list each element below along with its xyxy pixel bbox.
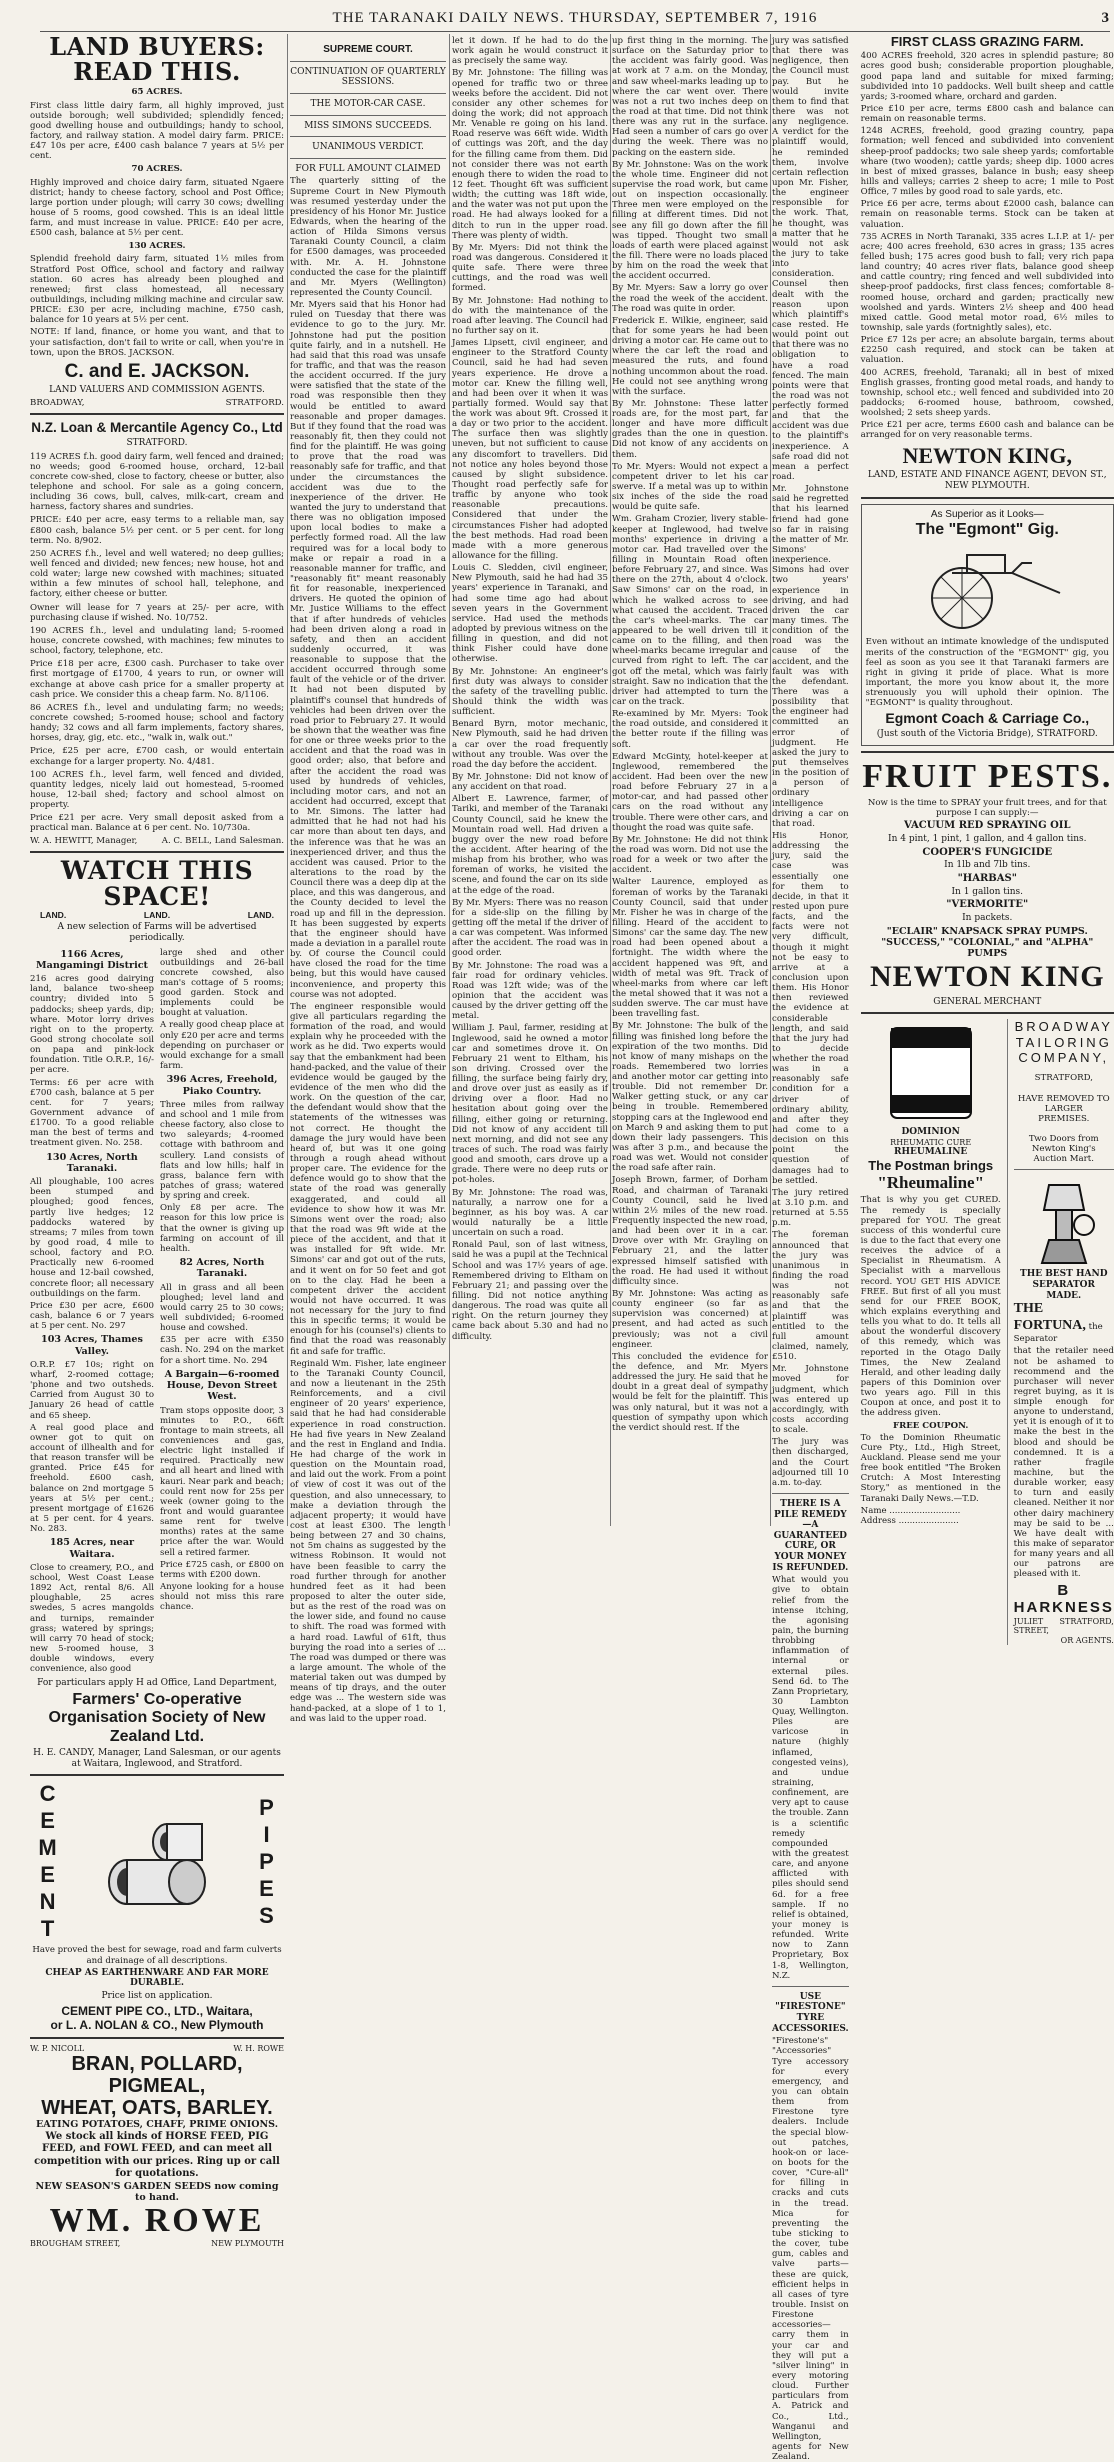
listing-price: Price £21 per acre, terms £600 cash and balance can be arranged for on very reasonable terms. bbox=[860, 420, 1114, 441]
article-paragraph: By Mr. Johnstone: The bulk of the filling was finished long before the expiration of the two months. Did not know of many mishaps on the roads. Remembered two lorries and another motor car getting into trouble. Did not remember Dr. Walker getting stuck, or any car being in trouble. Remembered stopping cars at the Inglewood end on March 9 and asking them to put down their lady passengers. This was after 3 p.m., and because the road was wet. Would not consider the road safe after rain. bbox=[612, 1021, 768, 1174]
court-subheading: UNANIMOUS VERDICT. bbox=[312, 142, 424, 153]
divider bbox=[1014, 1169, 1114, 1170]
divider bbox=[30, 1774, 284, 1776]
listing-body: Three miles from railway and school and 1 mile from cheese factory, also close to two saleyards; 4-roomed cottage with bathroom and scullery. Land consists of flats and low hills; half in grass, balance fern with patches of grass; watered by spring and creek. bbox=[160, 1099, 284, 1202]
rheumaline-body: That is why you get CURED. The remedy is specially prepared for YOU. The great success of this wonderful cure is due to the fact that every one receives the advice of a Specialist in Rheumatism. A Specialist with a marvellous record. YOU GET HIS ADVICE FREE. But first of all you must send for our FREE BOOK, which explains everything and tells you what to do. It tells all about the wonderful discovery of this remedy, which was reported in the Otago Daily Times, the New Zealand Herald, and other leading daily papers of this Dominion over two years ago. Fill in this Coupon at once, and post it to the address given. bbox=[860, 1195, 1001, 1419]
article-paragraph: The foreman announced that the jury was unanimous in finding the road was not reasonably safe and that the plaintiff was entitled to the full amount claimed, namely, £510. bbox=[772, 1230, 849, 1363]
grazing-title: FIRST CLASS GRAZING FARM. bbox=[890, 34, 1084, 49]
listing-body: 400 ACRES, freehold, Taranaki; all in best of mixed English grasses, fronting good metal roads, and handy to township, school etc.; well fenced and subdivided into 20 paddocks; 6-roomed house, bathroom, cowshed, woolshed; 2 sets sheep yards. bbox=[860, 367, 1114, 419]
listing-body: £35 per acre with £350 cash. No. 294 on the market for a short time. No. 294 bbox=[160, 1335, 284, 1366]
article-paragraph: By Mr. Johnstone: The filling was opened for traffic two or three weeks before the accident. Did not consider any other schemes for doing the work; did not approach Mr. Venable re going on his land. Road reserve was 66ft wide. Width of cuttings was 20ft, and the day for the filling came from them. Did not consider there was not earth enough there to widen the road to 12 feet. Thought 6ft was sufficient width; the cutting was 18ft wide, and the water was not put upon the road. He had always looked for a ditch to run in the upper road. There was plenty of width. bbox=[452, 68, 608, 241]
listing-body: 100 ACRES f.h., level farm, well fenced and divided, quantity ledges, nicely laid out homestead, 5-roomed house, 12-bail shed; factory and school almost on property. bbox=[30, 769, 284, 811]
separator-body: that the retailer need not be ashamed to recommend and the purchaser will never regret buying, as it is simple enough for anyone to understand, yet it is enough of it to make the best in the blood and should be condemned. It is a rather fragile machine, but the durable worker, easy to turn and easily cleaned. Neither it nor other dairy machinery may be said to be ... We have dealt with this make of separator for many years and all our patrons are pleased with it. bbox=[1013, 1346, 1114, 1580]
cement-body: Have proved the best for sewage, road and farm culverts and drainage of all descriptions. bbox=[32, 1945, 282, 1966]
product-size: In 4 pint, 1 pint, 1 gallon, and 4 gallon tins. bbox=[888, 833, 1087, 844]
divider bbox=[30, 2037, 284, 2039]
coupon-name-field[interactable]: Name .......................... bbox=[860, 1505, 961, 1516]
land-buyers-headline: LAND BUYERS: READ THIS. bbox=[49, 32, 265, 87]
listing-body: A really good cheap place at only £20 per acre and terms depending on purchaser or would exchange for a small farm. bbox=[160, 1020, 284, 1072]
listing-body: O.R.P. £7 10s; right on wharf, 2-roomed cottage; 'phone and two outsheds. Carried from August 30 to January 26 head of cattle and 65 sheep. bbox=[30, 1359, 154, 1421]
masthead-title: THE TARANAKI DAILY NEWS. THURSDAY, SEPTEMBER 7, 1916 bbox=[332, 10, 818, 26]
newton-king-name: NEWTON KING, bbox=[902, 442, 1073, 468]
article-paragraph: By Mr. Johnstone: Had nothing to do with the maintenance of the road after leaving. The Council had no further say on it. bbox=[452, 295, 608, 336]
listing-price: Price £7 12s per acre; an absolute bargain, terms about £2250 cash required, and stock can be taken at valuation. bbox=[860, 335, 1114, 366]
news-column-court bbox=[290, 34, 446, 1724]
article-paragraph: Re-examined by Mr. Myers: Took the road outside, and considered it the better route if the filling was soft. bbox=[612, 709, 768, 750]
land-word: LAND. bbox=[143, 910, 171, 921]
news-column-evidence bbox=[452, 34, 608, 1530]
rowe-left-name: W. P. NICOLL bbox=[30, 2043, 85, 2053]
listing-body: 86 ACRES f.h., level and undulating farm; no weeds; concrete cowshed; 5-roomed house; school and factory handy; 32 cows and all farm implements, factory shares, horses, dray, gig, etc. etc., "walk in, walk out." bbox=[30, 702, 284, 744]
listing-title: A Bargain—6-roomed House, Devon Street West. bbox=[164, 1368, 280, 1403]
harkness-address-tail: OR AGENTS. bbox=[1060, 1635, 1114, 1645]
article-paragraph: Benard Byrn, motor mechanic, New Plymouth, said he had driven a car over the road frequently without any trouble. Was over the road the day before the accident. bbox=[452, 719, 608, 770]
tin-label: RHEUMATIC CURE bbox=[890, 1138, 972, 1147]
listing-body: large shed and other outbuildings and 26-bail concrete cowshed, also man's cottage of 5 rooms; good garden. Stock and implements could be bought at valuation. bbox=[160, 947, 284, 1019]
bottom-adverts bbox=[861, 1019, 1114, 1645]
address-left: BROADWAY, bbox=[30, 397, 85, 408]
page-number: 3 bbox=[1101, 10, 1110, 26]
listing-price: Price £18 per acre, £300 cash. Purchaser to take over first mortgage of £1700, 4 years to run, or owner will exchange at above cash price for a smaller property at cash price. We consider this a cheap farm. No. 8/1106. bbox=[30, 659, 284, 700]
egmont-gig-advert bbox=[861, 504, 1114, 747]
farmers-coop-agents: H. E. CANDY, Manager, Land Salesman, or our agents at Waitara, Inglewood, and Stratford. bbox=[33, 1748, 281, 1769]
land-word: LAND. bbox=[247, 910, 274, 921]
article-paragraph: Mr. Johnstone moved for judgment, which was entered up accordingly, with costs according to scale. bbox=[772, 1364, 849, 1436]
cement-cheap: CHEAP AS EARTHENWARE AND FAR MORE DURABLE. bbox=[45, 1967, 269, 1989]
divider bbox=[290, 136, 446, 137]
watch-space-advert bbox=[30, 855, 284, 1770]
listing-body: A real good place and owner got to quit on account of illhealth and for that reason transfer will be granted. Price £45 for freehold. £600 cash, balance on 2nd mortgage 5 years at 5½ per cent.; present mortgage of £1626 at 5 per cent. for 4 years. No. 283. bbox=[30, 1422, 154, 1535]
listing-body: All in grass and all been ploughed; level land and would carry 25 to 30 cows; well subdivided; 6-roomed house and cowshed. bbox=[160, 1282, 284, 1334]
article-paragraph: William J. Paul, farmer, residing at Inglewood, said he owned a motor car and sometimes drove it. On February 21 went to Eltham, his son driving. Crossed over the filling, the surface being fairly dry, and drove over just as easily as if driving over a floor. Had no hesitation about going over the filling, either going or returning. Did not know of any accident till next morning, and did not see any traces of such. The road was fairly good and smooth, cars drove up a grade. There were no deep ruts or pot-holes. bbox=[452, 1023, 608, 1186]
fruit-pests-advert bbox=[861, 758, 1114, 1007]
watch-intro: A new selection of Farms will be advertised periodically. bbox=[57, 922, 257, 943]
tyre-heading: USE "FIRESTONE" TYRE ACCESSORIES. bbox=[772, 1991, 849, 2034]
gig-firm: Egmont Coach & Carriage Co., bbox=[885, 710, 1090, 727]
listing-title: 103 Acres, Thames Valley. bbox=[41, 1334, 143, 1357]
watch-headline: WATCH THIS SPACE! bbox=[60, 855, 254, 911]
article-paragraph: By Mr. Myers: Saw a lorry go over the road the week of the accident. The road was quite in order. bbox=[612, 283, 768, 314]
listing-body: Splendid freehold dairy farm, situated 1½ miles from Stratford Post Office, school and factory and railway station. 60 acres has already been ploughed and renewed; first class homestead, all necessary outbuildings, including milking machine and circular saw. PRICE: £30 per acre, including machine, £750 cash, balance for 10 years at 5½ per cent. bbox=[30, 254, 284, 326]
column-rule bbox=[287, 34, 288, 1526]
article-paragraph: The jury was then discharged, and the Court adjourned till 10 a.m. to-day. bbox=[772, 1437, 849, 1488]
court-title: SUPREME COURT. bbox=[323, 44, 413, 55]
listing-body: First class little dairy farm, all highly improved, just outside borough; well subdivided; splendidly fenced; good dwelling house and outbuildings; handy to school, factory, and railway station. A model dairy farm. PRICE: £47 10s per acre, £400 cash balance 7 years at 5½ per cent. bbox=[30, 100, 284, 162]
divider bbox=[861, 1012, 1114, 1014]
separator-name: THE FORTUNA, bbox=[1013, 1301, 1086, 1333]
rowe-products-2: WHEAT, OATS, BARLEY. bbox=[41, 2097, 273, 2120]
address-label: Address bbox=[860, 1515, 896, 1526]
court-subheading: MISS SIMONS SUCCEEDS. bbox=[304, 120, 432, 131]
watch-footer: For particulars apply H ad Office, Land Department, bbox=[37, 1678, 277, 1689]
listing-price: Owner will lease for 7 years at 25/- per acre, with purchasing clause if wished. No. 10/752. bbox=[30, 602, 284, 623]
tailoring-advert bbox=[1014, 1019, 1114, 1164]
harkness-name: B HARKNESS bbox=[1013, 1581, 1114, 1617]
divider bbox=[861, 497, 1114, 499]
article-paragraph: By Mr. Johnstone: Was on the work the whole time. Engineer did not supervise the road work, but came out on inspection occasionally. Three men were employed on the filling at different times. Did not see any fill go down after the fill was tipped. Thought two small loads of earth were placed against the fill. There were no loads placed by him on the road the week that the accident occurred. bbox=[612, 159, 768, 282]
listing-title: 82 Acres, North Taranaki. bbox=[179, 1256, 265, 1280]
divider bbox=[861, 751, 1114, 753]
product-name: "SUCCESS," "COLONIAL," and "ALPHA" PUMPS bbox=[881, 936, 1094, 960]
rowe-address-right: NEW PLYMOUTH bbox=[211, 2238, 284, 2248]
article-paragraph: By Mr. Johnstone: The road was, naturally, a narrow one for a beginner, as his boy was. A car would naturally be a little uncertain on such a road. bbox=[452, 1187, 608, 1239]
article-paragraph: The jury retired at 3.10 p.m. and returned at 5.55 p.m. bbox=[772, 1187, 849, 1229]
listing-price: Price £21 per acre. Very small deposit asked from a practical man. Balance at 6 per cent. No. 10/730a. bbox=[30, 813, 284, 834]
listing-title: 65 ACRES. bbox=[131, 87, 183, 98]
advert-stack bbox=[860, 34, 1114, 1645]
divider bbox=[30, 413, 284, 415]
rheumaline-tin-illustration bbox=[876, 1023, 986, 1123]
tailoring-line: BROADWAY bbox=[1014, 1019, 1113, 1035]
newton-king-subtitle: LAND, ESTATE AND FINANCE AGENT, DEVON ST., NEW PLYMOUTH. bbox=[867, 470, 1107, 492]
separator-heading: THE BEST HAND SEPARATOR MADE. bbox=[1020, 1269, 1108, 1301]
rowe-products-3: EATING POTATOES, CHAFF, PRIME ONIONS. bbox=[35, 2119, 279, 2131]
listing-body: Only £8 per acre. The reason for this low price is that the owner is giving up farming on account of ill health. bbox=[160, 1203, 284, 1254]
listing-body: Close to creamery, P.O., and school, West Coast Lease 1892 Act, rental 8/6. All ploughable, 25 acres swedes, 5 acres mangolds and turnips, remainder grass; watered by springs; will carry 70 head of stock; new 5-roomed house, 3 double windows, every convenience, also good bbox=[30, 1562, 154, 1675]
grazing-farm-advert bbox=[861, 34, 1114, 492]
advert-column-right bbox=[772, 34, 1114, 2462]
listing-price: Price £10 per acre, terms £800 cash and balance can remain on reasonable terms. bbox=[860, 104, 1114, 125]
listing-body: Tram stops opposite door, 3 minutes to P.O., 66ft frontage to main streets, all conveniences and gas, electric light installed if required. Practically new and all heart and lined with kauri. Near park and beach; could rent now for 25s per week (owner going to the front and would guarantee same rent for twelve months) rates at the same price after the war. Would sell a retired farmer. bbox=[160, 1405, 284, 1558]
divider bbox=[290, 158, 446, 159]
rheumaline-heading: The Postman brings bbox=[868, 1158, 994, 1174]
news-column-evidence-2 bbox=[612, 34, 768, 1530]
nz-loan-location: STRATFORD. bbox=[126, 437, 188, 448]
salesman-name: A. C. BELL, Land Salesman. bbox=[161, 835, 284, 846]
coupon-heading: FREE COUPON. bbox=[892, 1420, 969, 1431]
listing-price: Price, £25 per acre, £700 cash, or would entertain exchange for a larger property. No. 4/481. bbox=[30, 746, 284, 767]
article-paragraph: James Lipsett, civil engineer, and engineer to the Stratford County Council, said he had had seven years experience. He drove a motor car. Knew the filling well, and had been over it when it was partially formed. Would say that the work was about 9ft. Crossed it a day or two prior to the accident. The surface then was slightly uneven, but not sufficient to cause any discomfort to travellers. Did not notice any holes beyond those caused by slight subsidence. Thought road perfectly safe for traffic by anyone who took reasonable precautions. Considered that under the circumstances Fisher had adopted the best methods. Had road been made with a more generous allowance for the filling. bbox=[452, 338, 608, 562]
court-subheading: THE MOTOR-CAR CASE. bbox=[310, 99, 426, 110]
tailoring-line: COMPANY, bbox=[1018, 1050, 1110, 1066]
listing-body: Price £725 cash, or £800 on terms with £200 down. bbox=[160, 1559, 284, 1580]
coupon-body: To the Dominion Rheumatic Cure Pty., Ltd., High Street, Auckland. Please send me your free book entitled "The Broken Crutch: A Most Interesting Story," as mentioned in the Taranaki Daily News.—T.D. bbox=[860, 1432, 1001, 1504]
listing-body: 216 acres good dairying land, balance two-sheep country; divided into 5 paddocks; sheep yards, dip; whare. Motor lorry drives right on to the property. Good strong chocolate soil on papa and pink-lock foundation. Title O.R.P., 16/- per acre. bbox=[30, 974, 154, 1076]
news-continuation bbox=[772, 34, 849, 2462]
pile-remedy-body: What would you give to obtain relief from the intense itching, the agonising pain, the burning throbbing inflammation of internal or external piles. Send 6d. to The Zann Proprietary, 30 Lambton Quay, Wellington. Piles are varicose in nature (highly inflamed, congested veins), and undue straining, confinement, are very apt to cause the trouble. Zann is a scientific remedy compounded with the greatest care, and anyone afflicted with piles should send 6d. for a free sample. If no relief is obtained, your money is refunded. Write now to Zann Proprietary, Box 1-8, Wellington, N.Z. bbox=[772, 1575, 849, 1981]
land-word: LAND. bbox=[40, 910, 67, 921]
name-label: Name bbox=[860, 1505, 887, 1516]
gig-title: The "Egmont" Gig. bbox=[915, 520, 1059, 538]
listing-price: Price £6 per acre, terms about £2000 cash, balance can remain on reasonable terms. Stock can be taken at valuation. bbox=[860, 199, 1114, 230]
article-paragraph: Mr. Johnstone said he regretted that his learned friend had gone so far in raising the matter of Mr. Simons' inexperience. Simons had over two years' experience in driving, and had driven the car many times. The condition of the road was the cause of the accident, and the fault was with the defendant. There was a possibility that the engineer had committed an error of judgment. He asked the jury to put themselves in the position of a person of ordinary intelligence driving a car on that road. bbox=[772, 484, 849, 829]
pipes-illustration bbox=[97, 1812, 217, 1912]
listing-body: 250 ACRES f.h., level and well watered; no deep gullies; well fenced and divided; new fences; new house, hot and cold water; large new cowshed with machines; situated within a few minutes of school hall, telephone, and factory, either cheese or butter. bbox=[30, 548, 284, 600]
article-paragraph: Reginald Wm. Fisher, late engineer to the Taranaki County Council, and now a lieutenant in the 25th Reinforcements, and a civil engineer of 20 years' experience, said that he had had considerable experience in road construction. He had five years in New Zealand and the rest in England and India. He had charge of the work in question on the Mountain road, and laid out the work. From a point of view of cost it was out of the question, and also unnecessary, to make a deviation through the adjacent property; it would have cost at least £300. The length being between 27 and 30 chains, not 5m chains as suggested by the witness Robinson. It would not have been feasible to carry the road further through for another hundred feet as it had been proposed to alter the outer side, but as the rest of the road was on the lower side, and found no cause to shift. The road was formed with a hard road. Lawful of 61ft, thus burying the road into a series of ... The road was dumped or there was a large amount. The whole of the material taken out was dumped by means of tip drays, and the outer edge was ... The western side was hand-packed, at a slope of 1 to 1, and was laid to the upper road. bbox=[290, 1358, 446, 1724]
product-name: VACUUM RED SPRAYING OIL bbox=[904, 820, 1071, 832]
listing-title: 185 Acres, near Waitara. bbox=[49, 1537, 135, 1560]
cement-agent: or L. A. NOLAN & CO., New Plymouth bbox=[50, 2017, 264, 2032]
listing-body: Highly improved and choice dairy farm, situated Ngaere district; handy to cheese factory, school and Post Office; large portion under plough; will carry 30 cows; dwelling house of 5 rooms, good cowshed. This is an ideal little farm, and must increase in value. PRICE: £40 per acre, £500 cash, balance at 5½ per cent. bbox=[30, 177, 284, 239]
column-rule bbox=[1007, 1019, 1008, 1645]
article-paragraph: Ronald Paul, son of last witness, said he was a pupil at the Technical School and was 17½ years of age. Remembered driving to Eltham on February 21; and passing over the filling. Did not notice anything dangerous. The road was quite all right. On the return journey they came back about 5.30 and had no difficulty. bbox=[452, 1240, 608, 1342]
product-size: In 1 gallon tins. bbox=[951, 886, 1024, 897]
nz-loan-title: N.Z. Loan & Mercantile Agency Co., Ltd bbox=[31, 420, 283, 436]
cement-price: Price list on application. bbox=[101, 1990, 213, 2001]
article-paragraph: Wm. Graham Crozier, livery stable-keeper at Inglewood, had twelve months' experience in driving a motor car. Had travelled over the filling in Mountain Road often before February 27, and since. Was there on the 27th, about 4 o'clock. Saw Simons' car on the road, in which he walked across to see what caused the accident. Traced the car's wheel-marks. The car appeared to be well driven till it came on to the filling, and then wheel-marks became irregular and curved from right to left. The car got off the metal, which was fairly straight. Saw no indication that the driver had attempted to turn the car on the track. bbox=[612, 514, 768, 707]
article-paragraph: The engineer responsible would give all particulars regarding the formation of the road, and would explain why he proceeded with the work as he did. Two experts would say that the embankment had been hand-packed, and the value of their evidence would be gauged by the evidence of the men who did the work. On the question of the car, the defendant would show that the statements of the witnesses was not correct. He thought the damage the jury would have been heard of, but was it one going through a rough ahead without proper care. The evidence for the defence would go to show that the state of the road was generally exaggerated, and could all evidence to show how it was Mr. Simons went over the road; also that the road was 9ft wide at the piece of the accident, and that it was installed for 9ft wide. Mr. Simons' car and got out of the ruts, and it went on for 50 feet and got on to the clay. Had he been a competent driver the accident would not have occurred. It was not necessary for the jury to find this in specific terms; it would be enough for his (counsel's) clients to find that the road was reasonably fit and safe for traffic. bbox=[290, 1001, 446, 1357]
pile-remedy-heading: THERE IS A PILE REMEDY—A GUARANTEED CURE, OR YOUR MONEY IS REFUNDED. bbox=[772, 1498, 849, 1573]
separator-illustration bbox=[1024, 1175, 1104, 1265]
product-name: "HARBAS" bbox=[957, 872, 1017, 884]
divider bbox=[290, 61, 446, 62]
divider bbox=[30, 851, 284, 853]
rowe-products-1: BRAN, POLLARD, PIGMEAL, bbox=[71, 2053, 243, 2098]
product-size: In packets. bbox=[962, 913, 1013, 924]
listing-note: NOTE: If land, finance, or home you want, and that to your satisfaction, don't fail to write or call, when you're in town, upon the BROS. JACKSON. bbox=[30, 327, 284, 358]
listing-body: All ploughable, 100 acres been stumped and ploughed; good fences, partly live hedges; 12 paddocks watered by streams; 7 miles from town by good road, 4 mile to school, factory and P.O. Practically new 6-roomed house and 12-bail cowshed, concrete floor; all necessary outbuildings on the farm. bbox=[30, 1177, 154, 1299]
product-name: "ECLAIR" KNAPSACK SPRAY PUMPS. bbox=[886, 925, 1088, 937]
listing-body: 119 ACRES f.h. good dairy farm, well fenced and drained; no weeds; good 6-roomed house, orchard, 12-bail concrete cow-shed, close to factory, cheese or butter, also telephone and school. For sale as a going concern, including 36 cows, bull, calves, milk-cart, cream and harness, factory shares and sundries. bbox=[30, 451, 284, 513]
separator-name-tail: the Separator bbox=[1013, 1321, 1103, 1345]
article-paragraph: To Mr. Myers: Would not expect a competent driver to let his car swerve. If a metal was up to within six inches of the side the road would be quite safe. bbox=[612, 461, 768, 513]
rowe-stock-text: We stock all kinds of HORSE FEED, PIG FEED, and FOWL FEED, and can meet all competition with our prices. Ring up or call for quotations. bbox=[34, 2130, 280, 2179]
court-subheading: CONTINUATION OF QUARTERLY SESSIONS. bbox=[290, 66, 446, 88]
listing-title: 130 Acres, North Taranaki. bbox=[46, 1151, 138, 1174]
right-bottom-adverts bbox=[1014, 1019, 1114, 1645]
article-paragraph: Mr. Myers said that his Honor had ruled on Tuesday that there was evidence to go to the jury. Mr. Johnstone had put the position quite fairly, and in a nutshell. He had said that this road was unsafe for traffic, and that was the reason the accident occurred. If the jury were satisfied that the state of the road was responsible then they would be entitled to award reasonable and proper damages. But if they found that the road was reasonably fit, then they could not find for the plaintiff. He was going to prove that the road was reasonably safe for traffic, and that under the circumstances the accident was due to the inexperience of the driver. He wanted the jury to understand that there was no obligation imposed upon local bodies to make a perfectly formed road. All the law required was for a local body to make or repair a road in a reasonable manner for traffic, and "reasonably fit" meant reasonably fit for reasonable, inexperienced drivers. He quoted the opinion of Mr. Justice Williams to the effect that if after hundreds of vehicles had been driven along a road in safety, and then an accident suddenly occurred, it was reasonable to suppose that the accident occurred through some fault of the vehicle or of the driver. It had not been disputed by plaintiff's counsel that hundreds of vehicles had been driven over the road prior to February 27. It would be shown that the weather was fine for one or three weeks prior to the accident and that the road was in good order; also, that before and after the accident the road was used by hundreds of vehicles, including motor cars, and not an accident had occurred, except that to Mr. Simons. The latter had admitted that he had not had his car more than about ten days, and the inference was that he was an inexperienced driver, and thus the accident was caused. Prior to the alterations to the road by the Council there was a deep dip at the place, and this was dangerous, and the County decided to level the road up and fill in the depression. It has been suggested by experts that the engineer should have made a deviation in a parallel route by. Of course the Council could have closed the road for the time being, but this would have caused inconvenience, and property this course was not adopted. bbox=[290, 300, 446, 1000]
listing-title: 1166 Acres, Mangamingi District bbox=[36, 948, 148, 971]
listing-body: 735 ACRES in North Taranaki, 335 acres L.I.P. at 1/- per acre; 400 acres freehold, 630 acres in grass; 135 acres felled bush; 175 acres good bush to fall; very rich papa land country; 40 acres river flats, balance good sheep and cattle country; ring fenced and well subdivided into sheep-proof paddocks, first class fences; comfortable 8-roomed house, orchard and garden; practically new woolshed and yards. Winters 2½ sheep and 400 head mixed cattle. Good metal motor road, 6½ miles to township, sale yards (fortnightly sales), etc. bbox=[860, 231, 1114, 333]
listing-title: 70 ACRES. bbox=[131, 164, 183, 175]
listing-title: 396 Acres, Freehold, Piako Country. bbox=[166, 1074, 278, 1097]
article-paragraph: Walter Laurence, employed as foreman of works by the Taranaki County Council, said that under Mr. Fisher he was in charge of the filling. Heard of the accident to Simons' car the same day. The new road had been opened about a fortnight. The width where the accident happened was 9ft, and width of metal was 9ft. Track of wheel-marks from where car left the metal showed that it was not a sudden swerve. The car must have been travelling fast. bbox=[612, 877, 768, 1020]
cement-pipes-advert bbox=[30, 1781, 284, 1943]
article-paragraph: By Mr. Johnstone: Did not know of any accident on that road. bbox=[452, 771, 608, 793]
newton-king-name: NEWTON KING bbox=[869, 960, 1105, 994]
article-paragraph: jury was satisfied that there was negligence, then the Council must pay. But he would invite them to find that there was not any negligence. A verdict for the plaintiff would, he reminded them, involve certain reflection upon Mr. Fisher, the engineer responsible for the work. That, he thought, was a matter that he would not ask the jury to take into consideration. Counsel then dealt with the reason upon which plaintiff's case rested. He would point out that there was no obligation to have a road fenced. The main points were that the road was not perfectly formed and that the accident was due to the plaintiff's inexperience. A safe road did not mean a perfect road. bbox=[772, 36, 849, 483]
product-name: "VERMORITE" bbox=[946, 899, 1029, 911]
article-paragraph: By Mr. Johnstone: He did not think the road was worn. Did not use the road for a week or two after the accident. bbox=[612, 834, 768, 876]
court-subheading: FOR FULL AMOUNT CLAIMED bbox=[295, 163, 441, 174]
article-paragraph: By Mr. Johnstone: The road was a fair road for ordinary vehicles. Road was 12ft wide; was of the opinion that the accident was caused by the driver getting off the metal. bbox=[452, 960, 608, 1022]
tailoring-line: STRATFORD, bbox=[1034, 1073, 1093, 1084]
tailoring-line: HAVE REMOVED TO LARGER bbox=[1017, 1093, 1110, 1114]
harkness-address-left: JULIET STREET, bbox=[1013, 1616, 1049, 1636]
article-paragraph: Joseph Brown, farmer, of Dorham Road, and chairman of Taranaki County Council, said he lived within 2½ miles of the new road. Frequently inspected the new road, and had been over it in a car. Drove over with Mr. Grayling on February 21, and the latter expressed himself satisfied with the road. He had used it without difficulty since. bbox=[612, 1175, 768, 1287]
newton-king-subtitle: GENERAL MERCHANT bbox=[933, 996, 1042, 1007]
article-paragraph: By Mr. Johnstone: Was acting as county engineer (so far as supervision was concerned) at present, and had acted as such previously; was not a civil engineer. bbox=[612, 1289, 768, 1350]
article-paragraph: Frederick E. Wilkie, engineer, said that for some years he had been driving a motor car. He came out to where the car left the road and measured the ruts, and found nothing uncommon about the road. He could not see anything wrong with the surface. bbox=[612, 315, 768, 397]
tyre-body: "Firestone's" "Accessories" Tyre accessory for every emergency, and you can obtain them from Firestone tyre dealers. Include the special blow-out patches, hook-on or lace-on boots for the cover, "Cure-all" for filling in cracks and cuts in the tread. Mica for preventing the tube sticking to the cover, tube gum, cables and valve parts—these are quick, efficient helps in all cases of tyre trouble. Insist on Firestone accessories—carry them in your car and they will put a "silver lining" in every motoring cloud. Further particulars from A. Patrick and Co., Ltd., Wanganui and Wellington, agents for New Zealand. bbox=[772, 2036, 849, 2462]
masthead bbox=[40, 6, 1110, 32]
article-paragraph: By Mr. Myers: Did not think the road was dangerous. Considered it quite safe. There were three cuttings, and the road was well formed. bbox=[452, 242, 608, 294]
listing-body: Terms: £6 per acre with £700 cash, balance at 5 per cent. for 7 years; Government advance of £1700. To a good reliable man the best of terms and treatment given. No. 258. bbox=[30, 1077, 154, 1149]
cement-company: CEMENT PIPE CO., LTD., Waitara, bbox=[61, 2003, 253, 2018]
column-rule bbox=[449, 34, 450, 1526]
advert-column-left bbox=[30, 32, 284, 2248]
product-size: In 1lb and 7lb tins. bbox=[944, 860, 1031, 871]
harkness-address-right: STRATFORD, bbox=[1059, 1616, 1114, 1626]
rowe-seeds-text: NEW SEASON'S GARDEN SEEDS now coming to hand. bbox=[35, 2180, 279, 2203]
tailoring-line: Two Doors from Newton King's bbox=[1028, 1133, 1099, 1155]
farmers-coop-title: Farmers' Co-operative Organisation Society of New Zealand Ltd. bbox=[48, 1691, 266, 1745]
pipes-vertical-word: PIPES bbox=[254, 1794, 279, 1930]
article-paragraph: let it down. If he had to do the work again he would construct it as precisely the same way. bbox=[452, 36, 608, 67]
tin-label: RHEUMALINE bbox=[894, 1147, 968, 1158]
listing-title: 130 ACRES. bbox=[128, 241, 186, 252]
listing-body: 190 ACRES f.h., level and undulating land; 5-roomed house, concrete cowshed, with machines; few minutes to school, factory, telephone, etc. bbox=[30, 625, 284, 657]
cement-vertical-word: CEMENT bbox=[35, 1781, 61, 1944]
divider bbox=[772, 1986, 849, 1987]
article-paragraph: By Mr. Myers: There was no reason for a side-slip on the filling by getting off the metal if the driver of a car was competent. Was informed after the accident. The road was in good order. bbox=[452, 897, 608, 959]
article-paragraph: By Mr. Johnstone: An engineer's first duty was always to consider the safety of the travelling public. Should think the width was sufficient. bbox=[452, 666, 608, 718]
gig-firm-address: (Just south of the Victoria Bridge), STRATFORD. bbox=[876, 728, 1098, 739]
address-right: STRATFORD. bbox=[225, 397, 284, 408]
divider bbox=[290, 115, 446, 116]
rowe-right-name: W. H. ROWE bbox=[233, 2043, 284, 2053]
listing-body: 400 ACRES freehold, 320 acres in splendid pasture; 80 acres good bush; considerable proportion ploughable, good papa land and suitable for mixed farming; subdivided into 10 paddocks. Well built sheep and cattle yards; 3-roomed whare, orchard and garden. bbox=[860, 51, 1114, 102]
article-paragraph: Edward McGinty, hotel-keeper at Inglewood, remembered the accident. Had been over the new road before February 27 in a motor-car, and had passed other cars on the road without any trouble. There were other cars, and thought the road was quite safe. bbox=[612, 751, 768, 833]
fruit-pests-title: FRUIT PESTS. bbox=[862, 758, 1113, 796]
listing-body: Anyone looking for a house should not miss this rare chance. bbox=[160, 1582, 284, 1613]
land-buyers-advert bbox=[30, 34, 284, 408]
article-paragraph: Louis C. Sledden, civil engineer, New Plymouth, said he had had 35 years' experience in Taranaki, and had some time ago had about seven years in the Government service. Had used the methods adopted by previous witness on the filling in question, and did not think Fisher could have done otherwise. bbox=[452, 563, 608, 665]
listing-price: PRICE: £40 per acre, easy terms to a reliable man, say £800 cash, balance 5½ per cent. or 5 per cent. for long term. No. 8/902. bbox=[30, 515, 284, 546]
product-name: COOPER'S FUNGICIDE bbox=[922, 846, 1053, 858]
rheumaline-heading-2: "Rheumaline" bbox=[877, 1173, 985, 1193]
article-paragraph: By Mr. Johnstone: These latter roads are, for the most part, far longer and have more difficult grades than the one in question. Did not know of any accidents on them. bbox=[612, 398, 768, 460]
rowe-address-left: BROUGHAM STREET, bbox=[30, 2238, 121, 2248]
divider bbox=[772, 1493, 849, 1494]
listing-body: 1248 ACRES, freehold, good grazing country, papa formation; well fenced and subdivided into convenient sheep-proof paddocks; two sale sheep yards; comfortable whare (two wooden); cattle yards; sheep dip. 1000 acres in best of mixed grasses, balance in bush; easy sheep hills and valleys; carries 2 sheep to acre; 1 mile to Post Office, 7 miles by good road to sale yards, etc. bbox=[860, 126, 1114, 198]
article-paragraph: His Honor, addressing the jury, said the case was essentially one for them to decide, in that it rested upon pure facts, and the facts were not very difficult, though it might not be easy to arrive at a conclusion upon them. His Honor then reviewed the evidence at considerable length, and said that the jury had to decide whether the road was in a reasonably safe condition for a driver of ordinary ability, and after they had come to a decision on this point the question of damages had to be settled. bbox=[772, 830, 849, 1186]
coupon-address-field[interactable]: Address ...................... bbox=[860, 1515, 959, 1526]
rowe-advert bbox=[30, 2044, 284, 2248]
gig-tagline: As Superior as it Looks— bbox=[930, 508, 1044, 520]
rheumaline-advert bbox=[861, 1019, 1001, 1645]
listing-body: Price £30 per acre, £600 cash, balance 6 or 7 years at 5 per cent. No. 297 bbox=[30, 1300, 154, 1332]
article-paragraph: This concluded the evidence for the defence, and Mr. Myers addressed the jury. He said that he doubt in a great deal of sympathy would be felt for the plaintiff. This was only natural, but it was not a question of sympathy upon which the verdict should rest. If the bbox=[612, 1351, 768, 1433]
tailoring-line: Auction Mart. bbox=[1033, 1154, 1094, 1165]
nz-loan-advert bbox=[30, 420, 284, 846]
article-paragraph: The quarterly sitting of the Supreme Court in New Plymouth was resumed yesterday under the presidency of his Honor Mr. Justice Edwards, when the hearing of the action of Hilda Simons versus Taranaki County Council, a claim for £500 damages, was proceeded with. Mr. A. H. Johnstone conducted the case for the plaintiff and Mr. Myers (Wellington) represented the County Council. bbox=[290, 176, 446, 298]
article-paragraph: up first thing in the morning. The surface on the Saturday prior to the accident was fairly good. Was at work at 7 a.m. on the Monday, and saw wheel-marks leading up to where the car went over. There was not a rut two inches deep on the road at that time. Did not think there was any rut in the surface. Had seen a number of cars go over during the week. There was no packing on the eastern side. bbox=[612, 36, 768, 158]
gig-body: Even without an intimate knowledge of the undisputed merits of the construction of the "EGMONT" gig, you feel as soon as you see it that Taranaki farmers are right in giving it pride of place. What is more important, the more you know about it, the more strenuously you will uphold their opinion. The "EGMONT" is quality throughout. bbox=[865, 637, 1109, 709]
tailoring-line: TAILORING bbox=[1015, 1034, 1112, 1050]
firm-name: C. and E. JACKSON. bbox=[64, 360, 250, 382]
tailoring-line: PREMISES. bbox=[1038, 1113, 1090, 1124]
rowe-name: WM. ROWE bbox=[49, 2201, 265, 2239]
column-rule bbox=[610, 34, 611, 1526]
gig-illustration bbox=[912, 543, 1062, 633]
divider bbox=[290, 93, 446, 94]
manager-name: W. A. HEWITT, Manager, bbox=[30, 835, 138, 846]
tin-label: DOMINION bbox=[901, 1127, 960, 1138]
firm-subtitle: LAND VALUERS AND COMMISSION AGENTS. bbox=[49, 385, 265, 396]
column-rule bbox=[770, 34, 771, 1526]
article-paragraph: Albert E. Lawrence, farmer, of Tariki, and member of the Taranaki County Council, said he knew the Mountain road well. Had driven a buggy over the new road before the accident. After hearing of the mishap from his brother, who was foreman of works, he visited the scene, and found the car on its side at the edge of the road. bbox=[452, 794, 608, 896]
fruit-intro: Now is the time to SPRAY your fruit trees, and for that purpose I can supply:— bbox=[867, 797, 1107, 819]
